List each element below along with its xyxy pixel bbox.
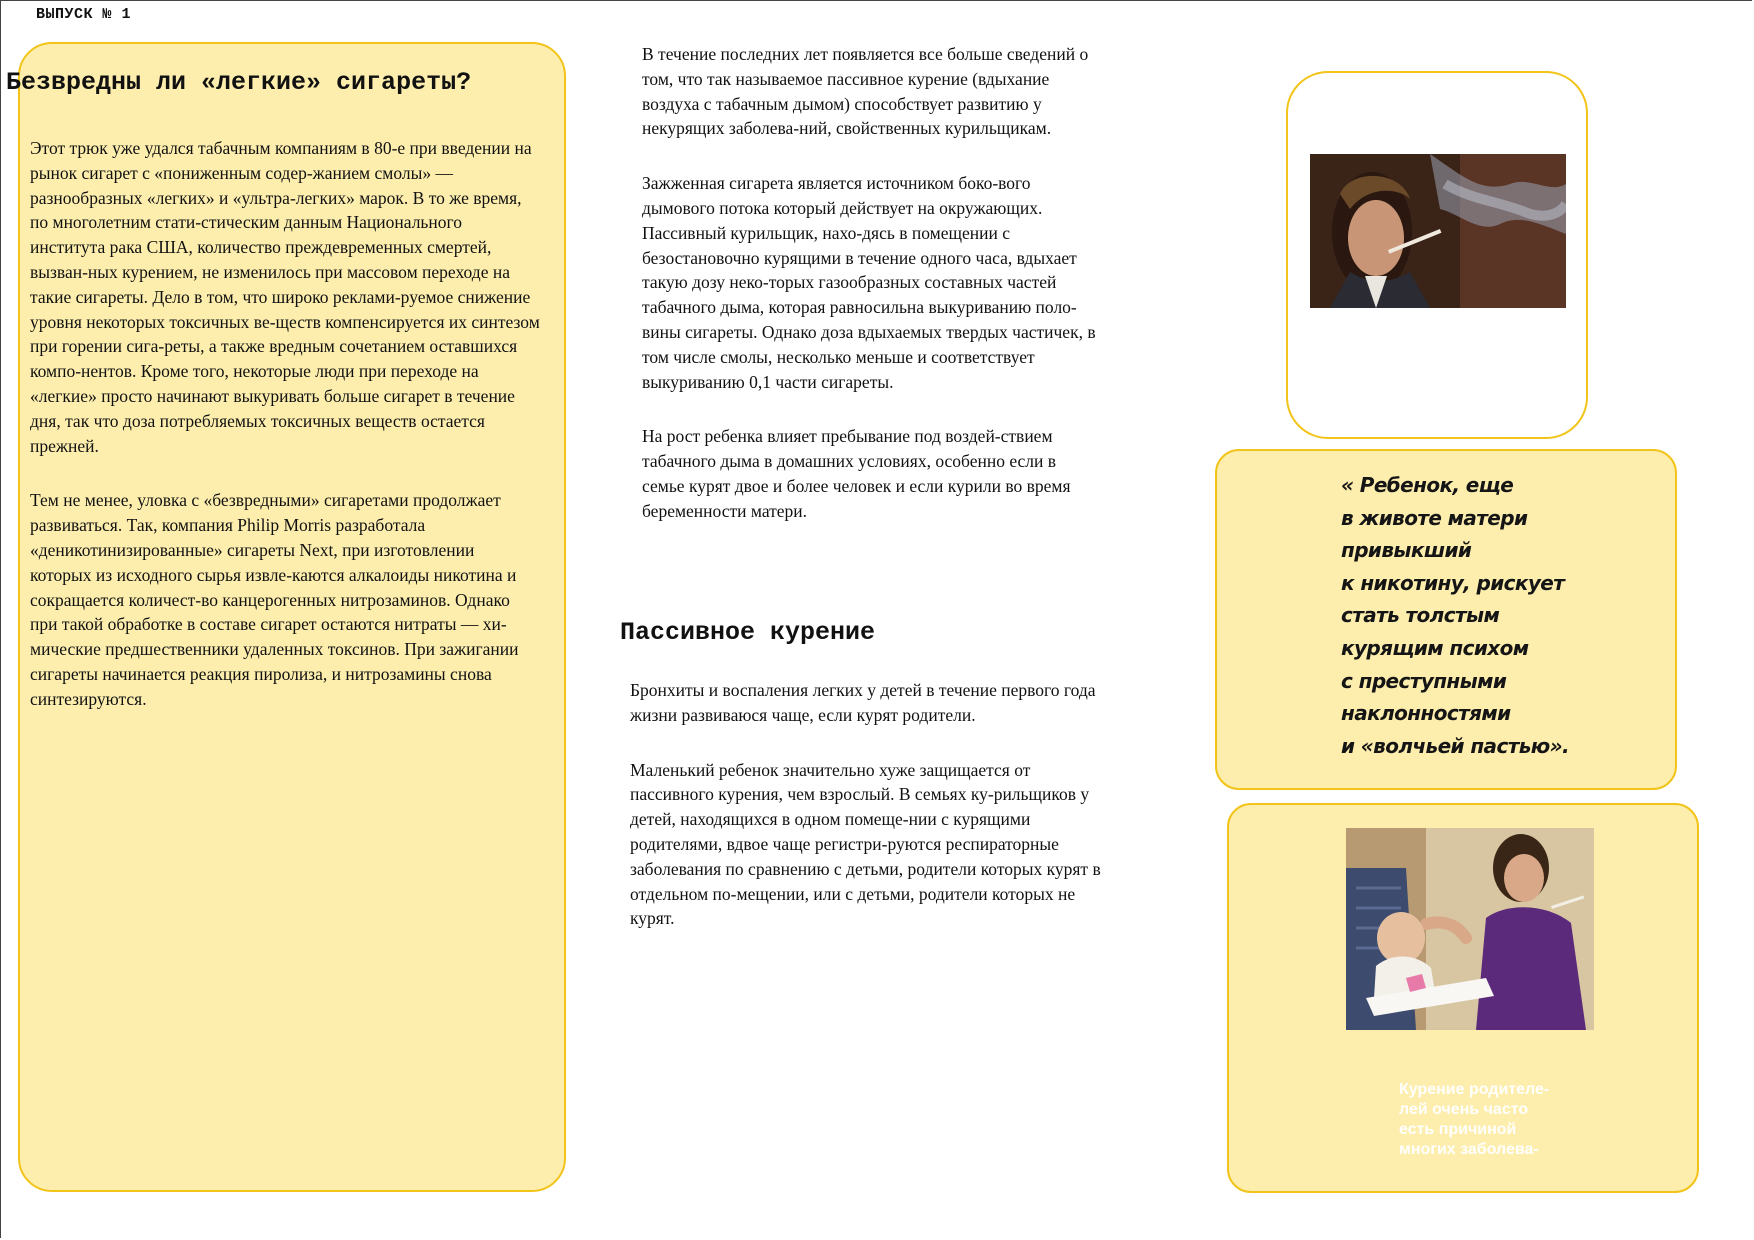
passive-paragraph-1: Бронхиты и воспаления легких у детей в течение первого года жизни развиваюся чаще, если курят родители. [630,680,1096,725]
left-paragraph-2: Тем не менее, уловка с «безвредными» сигаретами продолжает развиваться. Так, компания Philip Morris разработала «деникотинизированные» сигареты Next, при изготовлении которых из исходного сырья извле-каются алкалоиды никотина и сокращается количест-во канцерогенных нитрозаминов. Однако при такой обработке в составе сигарет остаются нитраты — хи-мические предшественники удаленных токсинов. При зажигании сигареты начинается реакция пиролиза, и нитрозамины снова синтезируются. [30,490,519,709]
caption-line: многих заболева- [1399,1141,1539,1158]
quote-line: курящим психом [1341,635,1529,660]
left-article-body [30,136,540,742]
mother-feeding-child-photo [1346,828,1594,1030]
quote-line: и «волчьей пастью». [1341,733,1569,758]
smoking-man-photo [1310,154,1566,308]
photo-caption [1399,1080,1599,1160]
quote-line: « Ребенок, еще [1341,473,1514,497]
middle-paragraph-1: В течение последних лет появляется все больше сведений о том, что так называемое пассивное курение (вдыхание воздуха с табачным дымом) способствует развитию у некурящих заболева-ний, свойственных курильщикам. [642,44,1089,139]
passive-paragraph-2: Маленький ребенок значительно хуже защищается от пассивного курения, чем взрослый. В семьях ку-рильщиков у детей, находящихся в одном помеще-нии с курящими родителями, вдвое чаще регистри-руются респираторные заболевания по сравнению с детьми, родители которых курят в отдельном по-мещении, или с детьми, родители которых не курят. [630,759,1101,929]
quote-line: привыкший [1341,538,1472,563]
passive-smoking-headline: Пассивное курение [620,618,876,647]
quote-text [1341,469,1641,762]
quote-line: в животе матери [1341,505,1528,530]
smoking-man-illustration [1310,154,1566,308]
quote-line: с преступными [1341,668,1507,693]
quote-line: наклонностями [1341,701,1511,726]
caption-line: Курение родителе- [1399,1081,1550,1098]
middle-paragraph-2: Зажженная сигарета является источником боко-вого дымового потока который действует на окружающих. Пассивный курильщик, нахо-дясь в помещении с безостановочно курящими в течение одного часа, вдыхает такую дозу неко-торых газообразных составных частей табачного дыма, которая равносильна выкуриванию поло-вины сигареты. Однако доза вдыхаемых твердых частичек, в том числе смолы, несколько меньше и соответствует выкуриванию 0,1 части сигареты. [642,173,1096,392]
main-headline: Безвредны ли «легкие» сигареты? [6,68,472,97]
quote-line: к никотину, рискует [1341,570,1565,595]
issue-label: ВЫПУСК № 1 [36,6,132,23]
middle-article-body [642,42,1102,554]
middle-paragraph-3: На рост ребенка влияет пребывание под воздей-ствием табачного дыма в домашних условиях, особенно если в семье курят двое и более человек и если курили во время беременности матери. [642,426,1071,521]
left-paragraph-1: Этот трюк уже удался табачным компаниям в 80-е при введении на рынок сигарет с «пониженным содер-жанием смолы» — разнообразных «легких» и «ультра-легких» марок. В то же время, по многолетним стати-стическим данным Национального института рака США, количество преждевременных смертей, вызван-ных курением, не изменилось при массовом переходе на такие сигареты. Дело в том, что широко реклами-руемое снижение уровня некоторых токсичных ве-ществ компенсируется их синтезом при горении сига-реты, а также вредным сочетанием оставшихся компо-нентов. Кроме того, некоторые люди при переходе на «легкие» просто начинают выкуривать больше сигарет в течение дня, так что доза потребляемых токсичных веществ остается прежней. [30,138,540,456]
mother-child-illustration [1346,828,1594,1030]
caption-line: лей очень часто [1399,1101,1529,1118]
quote-line: стать толстым [1341,603,1500,628]
passive-smoking-body [630,678,1110,961]
caption-line: есть причиной [1399,1121,1517,1138]
